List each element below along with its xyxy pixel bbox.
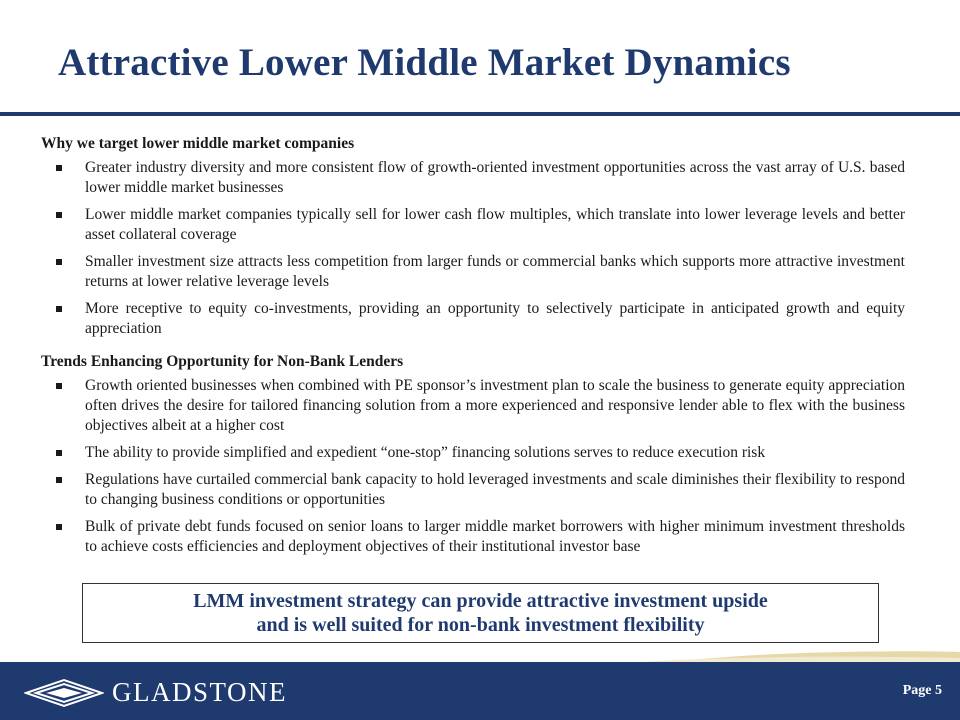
page-number: Page 5 <box>902 683 942 698</box>
square-bullet-icon <box>56 383 62 389</box>
bullet-text: Greater industry diversity and more consistent flow of growth-oriented investment opportunities across the vast array of U.S. based lower middle market businesses <box>85 159 905 196</box>
square-bullet-icon <box>56 306 62 312</box>
square-bullet-icon <box>56 212 62 218</box>
callout-box <box>82 583 879 643</box>
bullet-item <box>41 470 905 510</box>
bullet-text: The ability to provide simplified and expedient “one-stop” financing solutions serves to reduce execution risk <box>85 444 766 461</box>
bullet-text: Regulations have curtailed commercial bank capacity to hold leveraged investments and scale diminishes their flexibility to respond to changing business conditions or opportunities <box>85 471 905 508</box>
bullet-item <box>41 252 905 292</box>
section-heading-trends: Trends Enhancing Opportunity for Non-Bank Lenders <box>41 353 404 370</box>
page-title: Attractive Lower Middle Market Dynamics <box>58 41 791 84</box>
title-divider <box>0 112 960 116</box>
gladstone-logo-text: GLADSTONE <box>112 677 287 707</box>
bullet-item <box>41 205 905 245</box>
square-bullet-icon <box>56 477 62 483</box>
slide-content <box>41 134 905 564</box>
bullet-item <box>41 517 905 557</box>
bullet-item <box>41 158 905 198</box>
callout-line-1: LMM investment strategy can provide attractive investment upside <box>193 590 768 612</box>
bullet-list-trends <box>41 376 905 557</box>
square-bullet-icon <box>56 165 62 171</box>
section-heading-why-target: Why we target lower middle market companies <box>41 135 355 152</box>
bullet-text: Bulk of private debt funds focused on senior loans to larger middle market borrowers with higher minimum investment thresholds to achieve costs efficiencies and deployment objectives of their institutional investor base <box>85 518 905 555</box>
square-bullet-icon <box>56 524 62 530</box>
bullet-text: More receptive to equity co-investments, providing an opportunity to selectively participate in anticipated growth and equity appreciation <box>85 300 905 337</box>
square-bullet-icon <box>56 450 62 456</box>
footer-accent-swoosh <box>0 648 960 678</box>
bullet-list-why-target <box>41 158 905 339</box>
bullet-item <box>41 443 905 463</box>
bullet-text: Smaller investment size attracts less competition from larger funds or commercial banks which supports more attractive investment returns at lower relative leverage levels <box>85 253 905 290</box>
square-bullet-icon <box>56 259 62 265</box>
callout-line-2: and is well suited for non-bank investment flexibility <box>256 614 705 636</box>
bullet-text: Growth oriented businesses when combined with PE sponsor’s investment plan to scale the business to generate equity appreciation often drives the desire for tailored financing solution from a more experienced and responsive lender able to flex with the business objectives albeit at a higher cost <box>85 377 905 434</box>
bullet-item <box>41 376 905 436</box>
bullet-text: Lower middle market companies typically sell for lower cash flow multiples, which translate into lower leverage levels and better asset collateral coverage <box>85 206 905 243</box>
gladstone-diamond-logo-icon <box>24 678 104 708</box>
bullet-item <box>41 299 905 339</box>
